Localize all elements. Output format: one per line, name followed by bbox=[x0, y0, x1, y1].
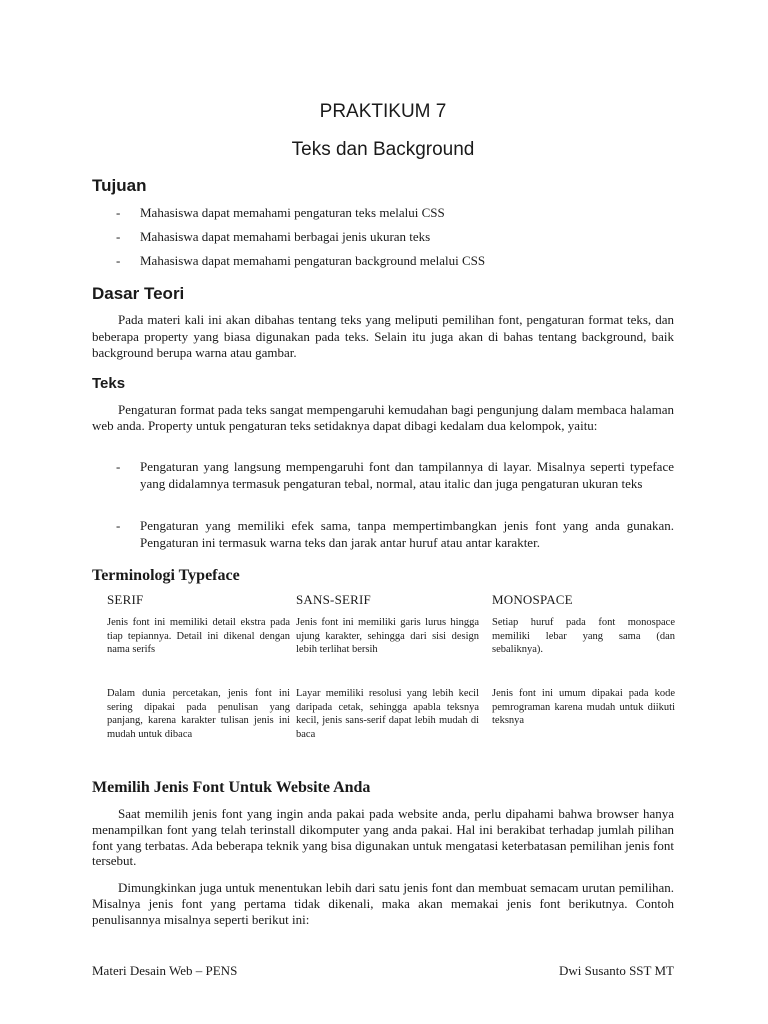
section-heading-teks: Teks bbox=[92, 375, 126, 392]
table-cell-monospace-2: Jenis font ini umum dipakai pada kode pemrograman karena mudah untuk diikuti teksnya bbox=[492, 688, 675, 726]
table-cell-sans-serif-1: Jenis font ini memiliki garis lurus hingga ujung karakter, sehingga dari sisi design lebih terlihat bersih bbox=[296, 617, 479, 655]
list-item-text: Mahasiswa dapat memahami berbagai jenis ukuran teks bbox=[140, 229, 431, 244]
column-header-sans-serif: SANS-SERIF bbox=[296, 592, 371, 607]
table-cell-serif-2: Dalam dunia percetakan, jenis font ini sering dipakai pada penulisan yang panjang, karena karakter tulisan jenis ini mudah untuk dibaca bbox=[107, 688, 290, 740]
table-cell-sans-serif-2: Layar memiliki resolusi yang lebih kecil daripada cetak, sehingga apabla teksnya kecil, jenis sans-serif dapat lebih mudah di baca bbox=[296, 688, 479, 740]
section-heading-memilih-font: Memilih Jenis Font Untuk Website Anda bbox=[92, 779, 371, 796]
list-item bbox=[116, 205, 674, 222]
bullet-dash: - bbox=[116, 253, 121, 268]
column-header-monospace: MONOSPACE bbox=[492, 592, 573, 607]
list-item-text: Mahasiswa dapat memahami pengaturan background melalui CSS bbox=[140, 253, 486, 268]
bullet-dash: - bbox=[116, 205, 121, 220]
bullet-dash: - bbox=[116, 518, 121, 533]
footer-left: Materi Desain Web – PENS bbox=[92, 963, 238, 978]
list-item bbox=[116, 459, 674, 492]
list-item bbox=[116, 253, 674, 270]
document-page bbox=[92, 0, 674, 1024]
paragraph-teks: Pengaturan format pada teks sangat mempengaruhi kemudahan bagi pengunjung dalam membaca halaman web anda. Property untuk pengaturan teks setidaknya dapat dibagi kedalam dua kelompok, yaitu: bbox=[92, 402, 674, 433]
column-header-serif: SERIF bbox=[107, 592, 144, 607]
section-heading-tujuan: Tujuan bbox=[92, 176, 147, 195]
page-title: PRAKTIKUM 7 bbox=[319, 101, 447, 122]
page-subtitle: Teks dan Background bbox=[291, 139, 475, 160]
bullet-dash: - bbox=[116, 229, 121, 244]
table-cell-monospace-1: Setiap huruf pada font monospace memiliki lebar yang sama (dan sebaliknya). bbox=[492, 617, 675, 655]
list-item bbox=[116, 518, 674, 551]
bullet-dash: - bbox=[116, 459, 121, 474]
list-item bbox=[116, 229, 674, 246]
paragraph-memilih-1: Saat memilih jenis font yang ingin anda pakai pada website anda, perlu dipahami bahwa browser hanya menampilkan font yang telah terinstall dikomputer yang anda pakai. Hal ini berakibat terhadap jumlah pilihan font yang terbatas. Ada beberapa teknik yang bisa digunakan untuk mengatasi keterbatasan pemilihan jenis font tersebut. bbox=[92, 806, 674, 869]
footer-right: Dwi Susanto SST MT bbox=[559, 963, 674, 978]
section-heading-terminologi: Terminologi Typeface bbox=[92, 567, 240, 584]
list-item-text: Pengaturan yang memiliki efek sama, tanpa mempertimbangkan jenis font yang anda gunakan. Pengaturan ini termasuk warna teks dan jarak antar huruf atau antar karakter. bbox=[140, 518, 674, 550]
section-heading-dasar-teori: Dasar Teori bbox=[92, 284, 185, 303]
list-item-text: Pengaturan yang langsung mempengaruhi font dan tampilannya di layar. Misalnya seperti typeface yang didalamnya termasuk pengaturan tebal, normal, atau italic dan juga pengaturan ukuran teks bbox=[140, 459, 674, 491]
table-cell-serif-1: Jenis font ini memiliki detail ekstra pada tiap tepiannya. Detail ini dikenal dengan nama serifs bbox=[107, 617, 290, 655]
list-item-text: Mahasiswa dapat memahami pengaturan teks melalui CSS bbox=[140, 205, 445, 220]
paragraph-dasar-teori: Pada materi kali ini akan dibahas tentang teks yang meliputi pemilihan font, pengaturan format teks, dan beberapa property yang biasa digunakan pada teks. Selain itu juga akan di bahas tentang background, baik background berupa warna atau gambar. bbox=[92, 312, 674, 360]
paragraph-memilih-2: Dimungkinkan juga untuk menentukan lebih dari satu jenis font dan membuat semacam urutan pemilihan. Misalnya jenis font yang pertama tidak dikenali, maka akan memakai jenis font berikutnya. Contoh penulisannya misalnya seperti berikut ini: bbox=[92, 880, 674, 927]
